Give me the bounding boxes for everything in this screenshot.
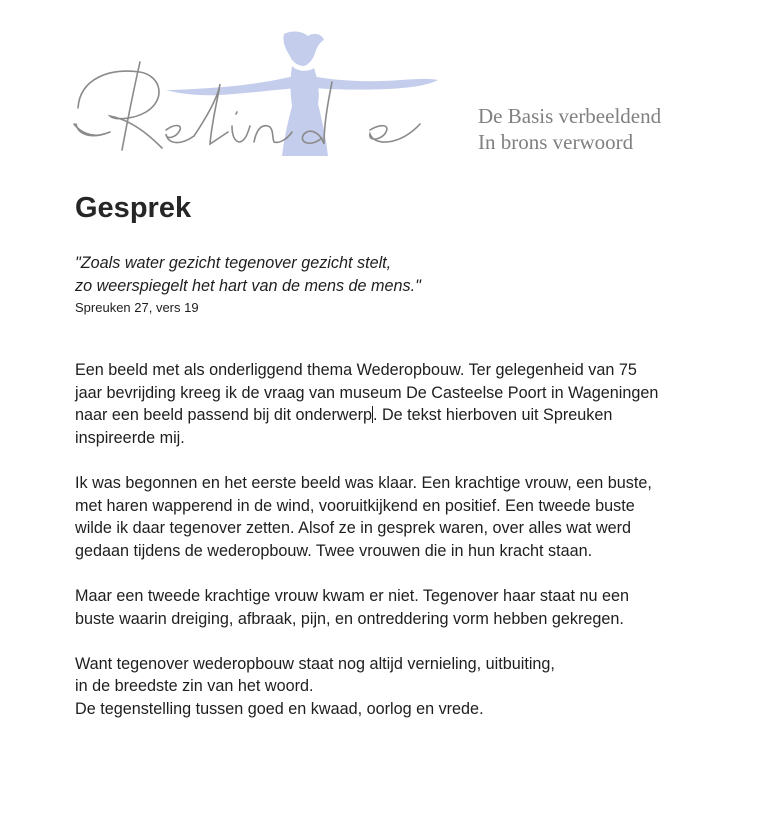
paragraph-line: Een beeld met als onderliggend thema Wederopbouw. Ter gelegenheid van 75 <box>75 361 637 379</box>
body-text[interactable] <box>75 359 715 743</box>
relinde-wordmark-script <box>74 62 420 150</box>
paragraph-line: in de breedste zin van het woord. <box>75 677 314 696</box>
page-title: Gesprek <box>75 192 192 224</box>
paragraph-line-text: naar een beeld passend bij dit onderwerp. De tekst hierboven uit Spreuken <box>75 406 613 425</box>
tagline-line-2: In brons verwoord <box>478 130 634 154</box>
text-cursor <box>372 406 373 423</box>
quote-line-1: "Zoals water gezicht tegenover gezicht stelt, <box>75 254 392 272</box>
paragraph-4 <box>75 653 715 721</box>
paragraph-line: inspireerde mij. <box>75 428 185 447</box>
paragraph-line: Maar een tweede krachtige vrouw kwam er niet. Tegenover haar staat nu een <box>75 586 629 605</box>
quote-citation: Spreuken 27, vers 19 <box>75 300 199 315</box>
tagline <box>478 103 661 155</box>
relinde-logo-graphic <box>70 28 450 160</box>
paragraph-line: buste waarin dreiging, afbraak, pijn, en ontreddering vorm hebben gekregen. <box>75 609 624 628</box>
paragraph-1 <box>75 359 715 449</box>
paragraph-line: Ik was begonnen en het eerste beeld was klaar. Een krachtige vrouw, een buste, <box>75 473 652 492</box>
bible-quote <box>75 252 421 298</box>
paragraph-line: met haren wapperend in de wind, vooruitkijkend en positief. Een tweede buste <box>75 496 635 515</box>
paragraph-line: gedaan tijdens de wederopbouw. Twee vrouwen die in hun kracht staan. <box>75 541 593 560</box>
paragraph-line: Want tegenover wederopbouw staat nog altijd vernieling, uitbuiting, <box>75 654 555 673</box>
paragraph-line <box>75 404 715 427</box>
paragraph-3 <box>75 585 715 630</box>
relinde-logo <box>70 28 450 160</box>
quote-line-2: zo weerspiegelt het hart van de mens de mens." <box>75 277 421 295</box>
paragraph-line: jaar bevrijding kreeg ik de vraag van museum De Casteelse Poort in Wageningen <box>75 383 659 402</box>
paragraph-line: wilde ik daar tegenover zetten. Alsof ze in gesprek waren, over alles wat werd <box>75 519 632 538</box>
paragraph-2 <box>75 472 715 562</box>
tagline-line-1: De Basis verbeeldend <box>478 104 662 128</box>
paragraph-line: De tegenstelling tussen goed en kwaad, oorlog en vrede. <box>75 699 484 718</box>
